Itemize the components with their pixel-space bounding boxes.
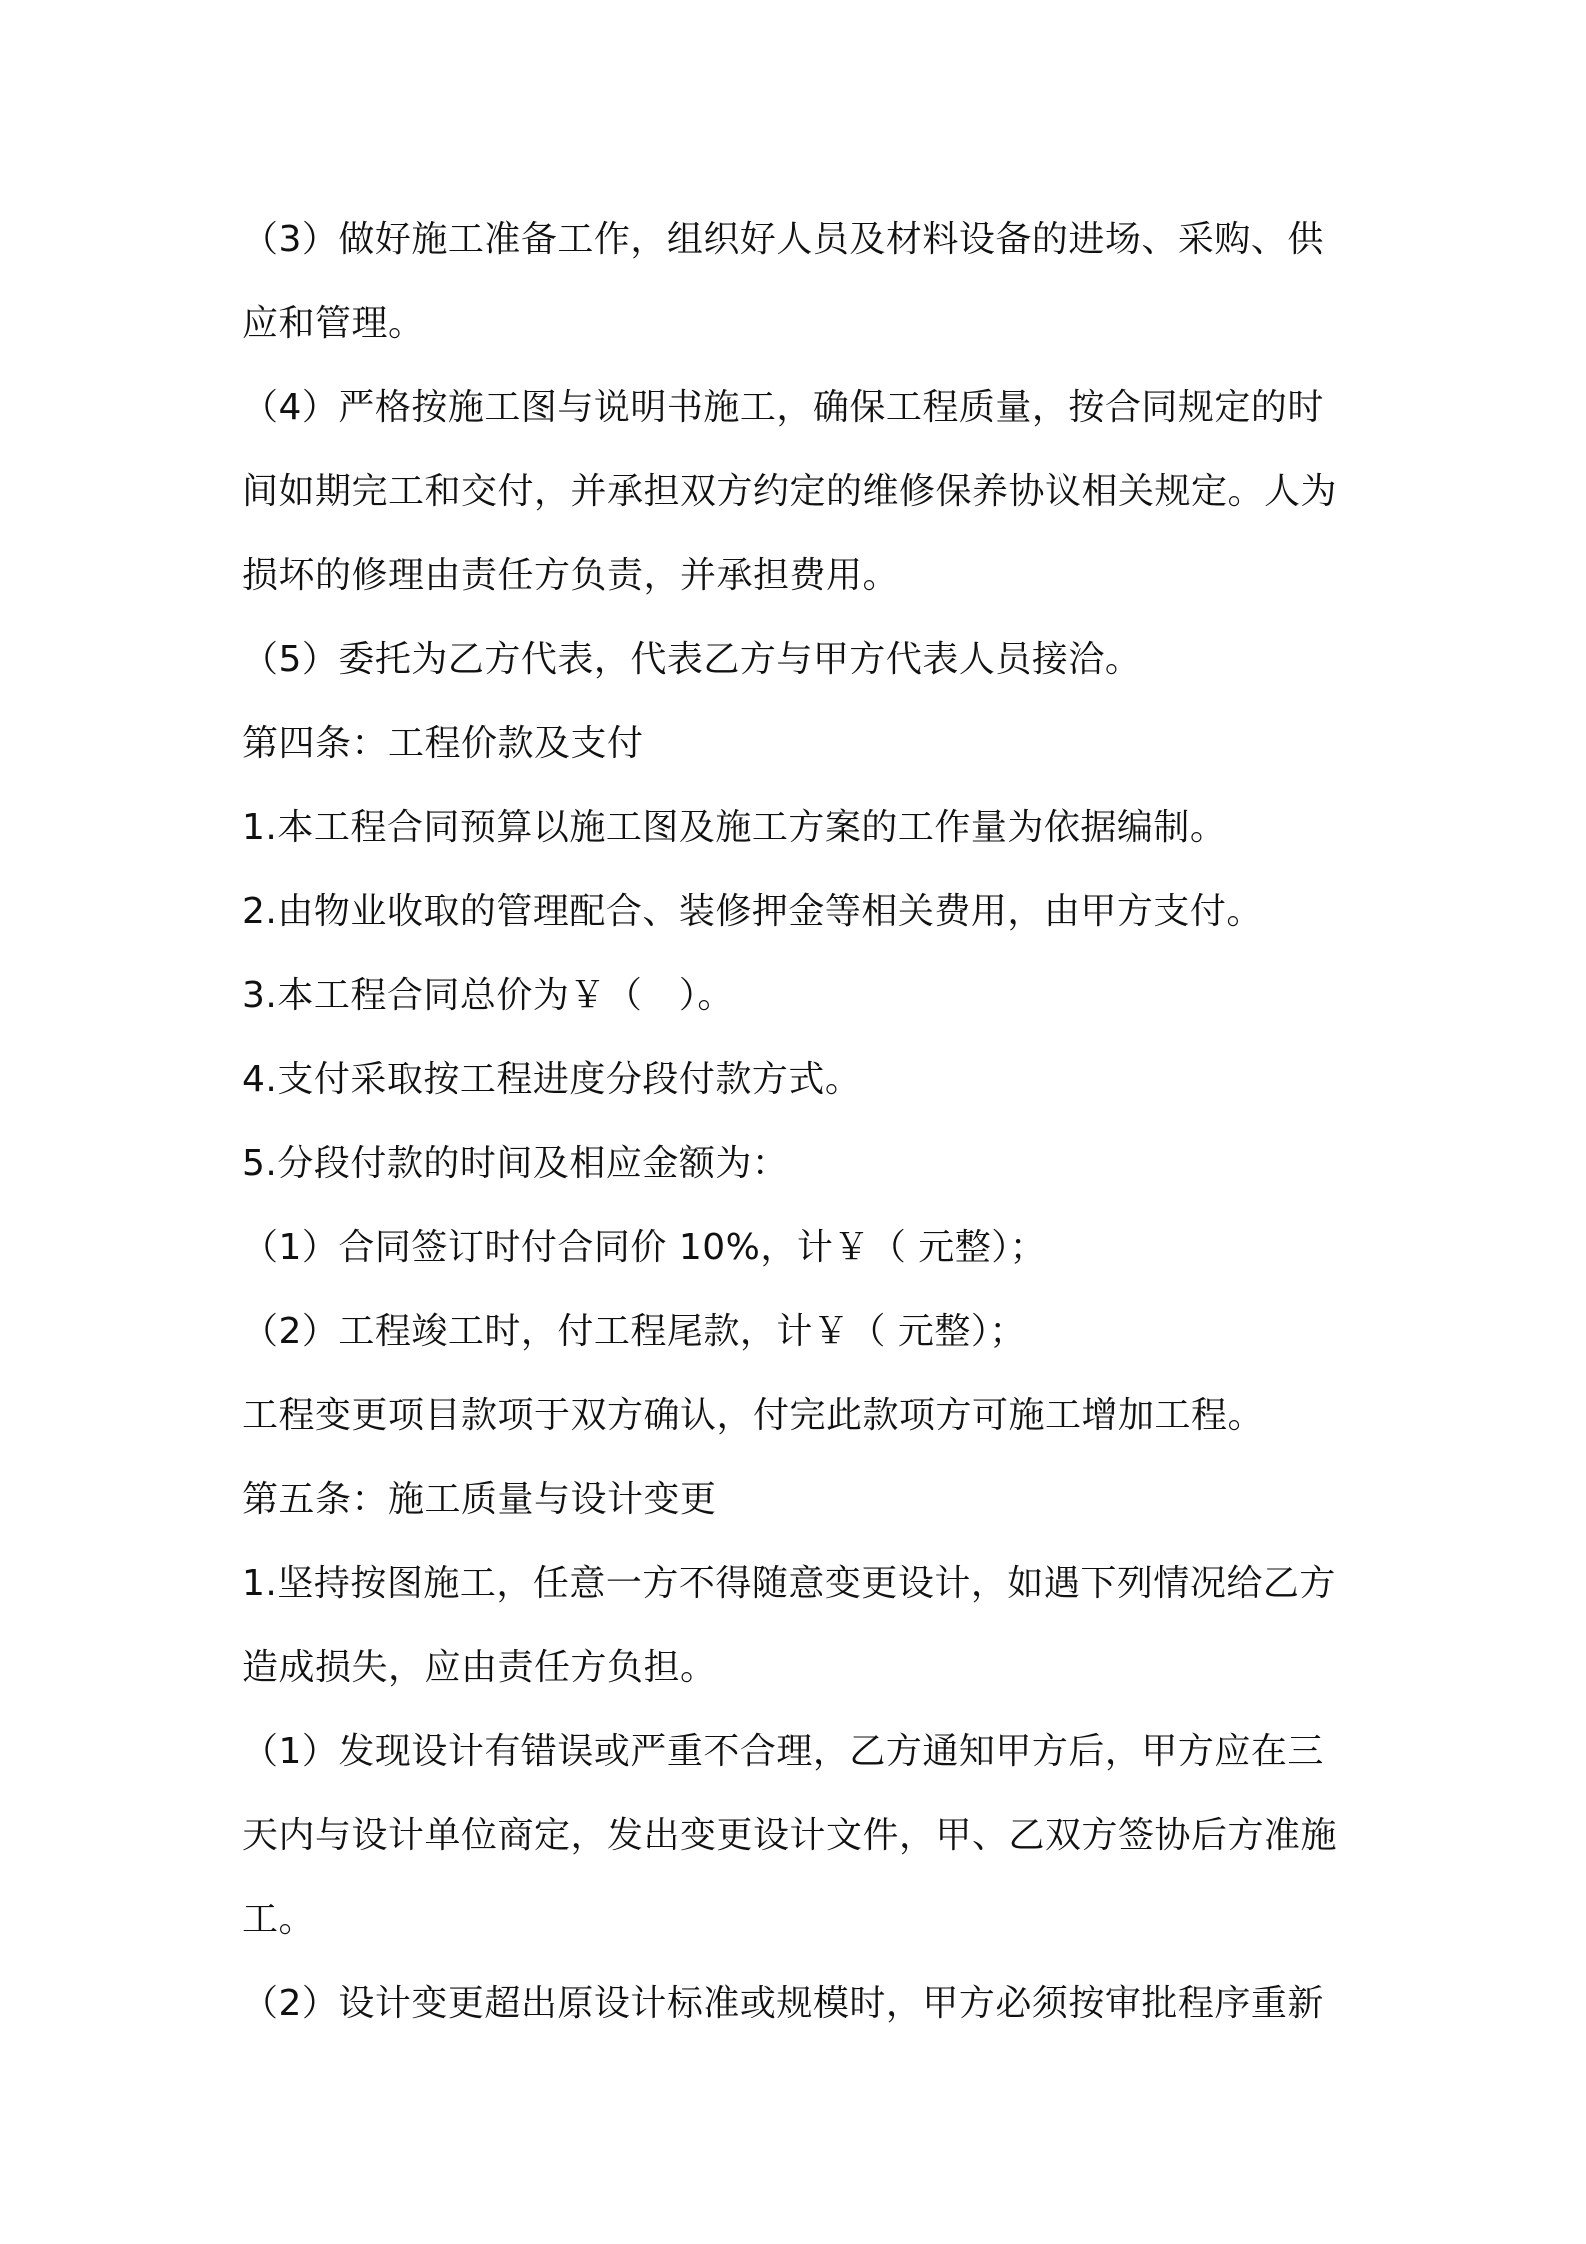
section-heading-article-5: 第五条：施工质量与设计变更 — [242, 1479, 717, 1520]
article-4-item-4: 4.支付采取按工程进度分段付款方式。 — [242, 1059, 862, 1100]
clause-3-4-line-3: 损坏的修理由责任方负责，并承担费用。 — [242, 555, 900, 596]
clause-3-5-line-1: （5）委托为乙方代表，代表乙方与甲方代表人员接洽。 — [242, 639, 1142, 680]
article-4-change-note: 工程变更项目款项于双方确认，付完此款项方可施工增加工程。 — [242, 1395, 1265, 1436]
section-heading-article-4: 第四条：工程价款及支付 — [242, 723, 644, 764]
article-4-item-1: 1.本工程合同预算以施工图及施工方案的工作量为依据编制。 — [242, 807, 1227, 848]
article-4-item-5: 5.分段付款的时间及相应金额为： — [242, 1143, 789, 1184]
article-5-sub-1-line-3: 工。 — [242, 1899, 316, 1940]
clause-3-4-line-1: （4）严格按施工图与说明书施工，确保工程质量，按合同规定的时 — [242, 387, 1324, 428]
article-5-item-1-line-1: 1.坚持按图施工，任意一方不得随意变更设计，如遇下列情况给乙方 — [242, 1563, 1336, 1604]
clause-3-4-line-2: 间如期完工和交付，并承担双方约定的维修保养协议相关规定。人为 — [242, 471, 1338, 512]
clause-3-3-line-1: （3）做好施工准备工作，组织好人员及材料设备的进场、采购、供 — [242, 219, 1324, 260]
article-5-sub-2-line-1: （2）设计变更超出原设计标准或规模时，甲方必须按审批程序重新 — [242, 1983, 1324, 2024]
article-5-sub-1-line-1: （1）发现设计有错误或严重不合理，乙方通知甲方后，甲方应在三 — [242, 1731, 1324, 1772]
document-body — [242, 198, 1362, 2046]
article-4-item-5-sub-2: （2）工程竣工时，付工程尾款，计￥（ 元整）； — [242, 1311, 1026, 1352]
article-5-item-1-line-2: 造成损失，应由责任方负担。 — [242, 1647, 717, 1688]
article-5-sub-1-line-2: 天内与设计单位商定，发出变更设计文件，甲、乙双方签协后方准施 — [242, 1815, 1338, 1856]
article-4-item-3: 3.本工程合同总价为￥（ ）。 — [242, 975, 734, 1016]
article-4-item-2: 2.由物业收取的管理配合、装修押金等相关费用，由甲方支付。 — [242, 891, 1263, 932]
clause-3-3-line-2: 应和管理。 — [242, 303, 425, 344]
article-4-item-5-sub-1: （1）合同签订时付合同价 10%，计￥（ 元整）； — [242, 1227, 1047, 1268]
